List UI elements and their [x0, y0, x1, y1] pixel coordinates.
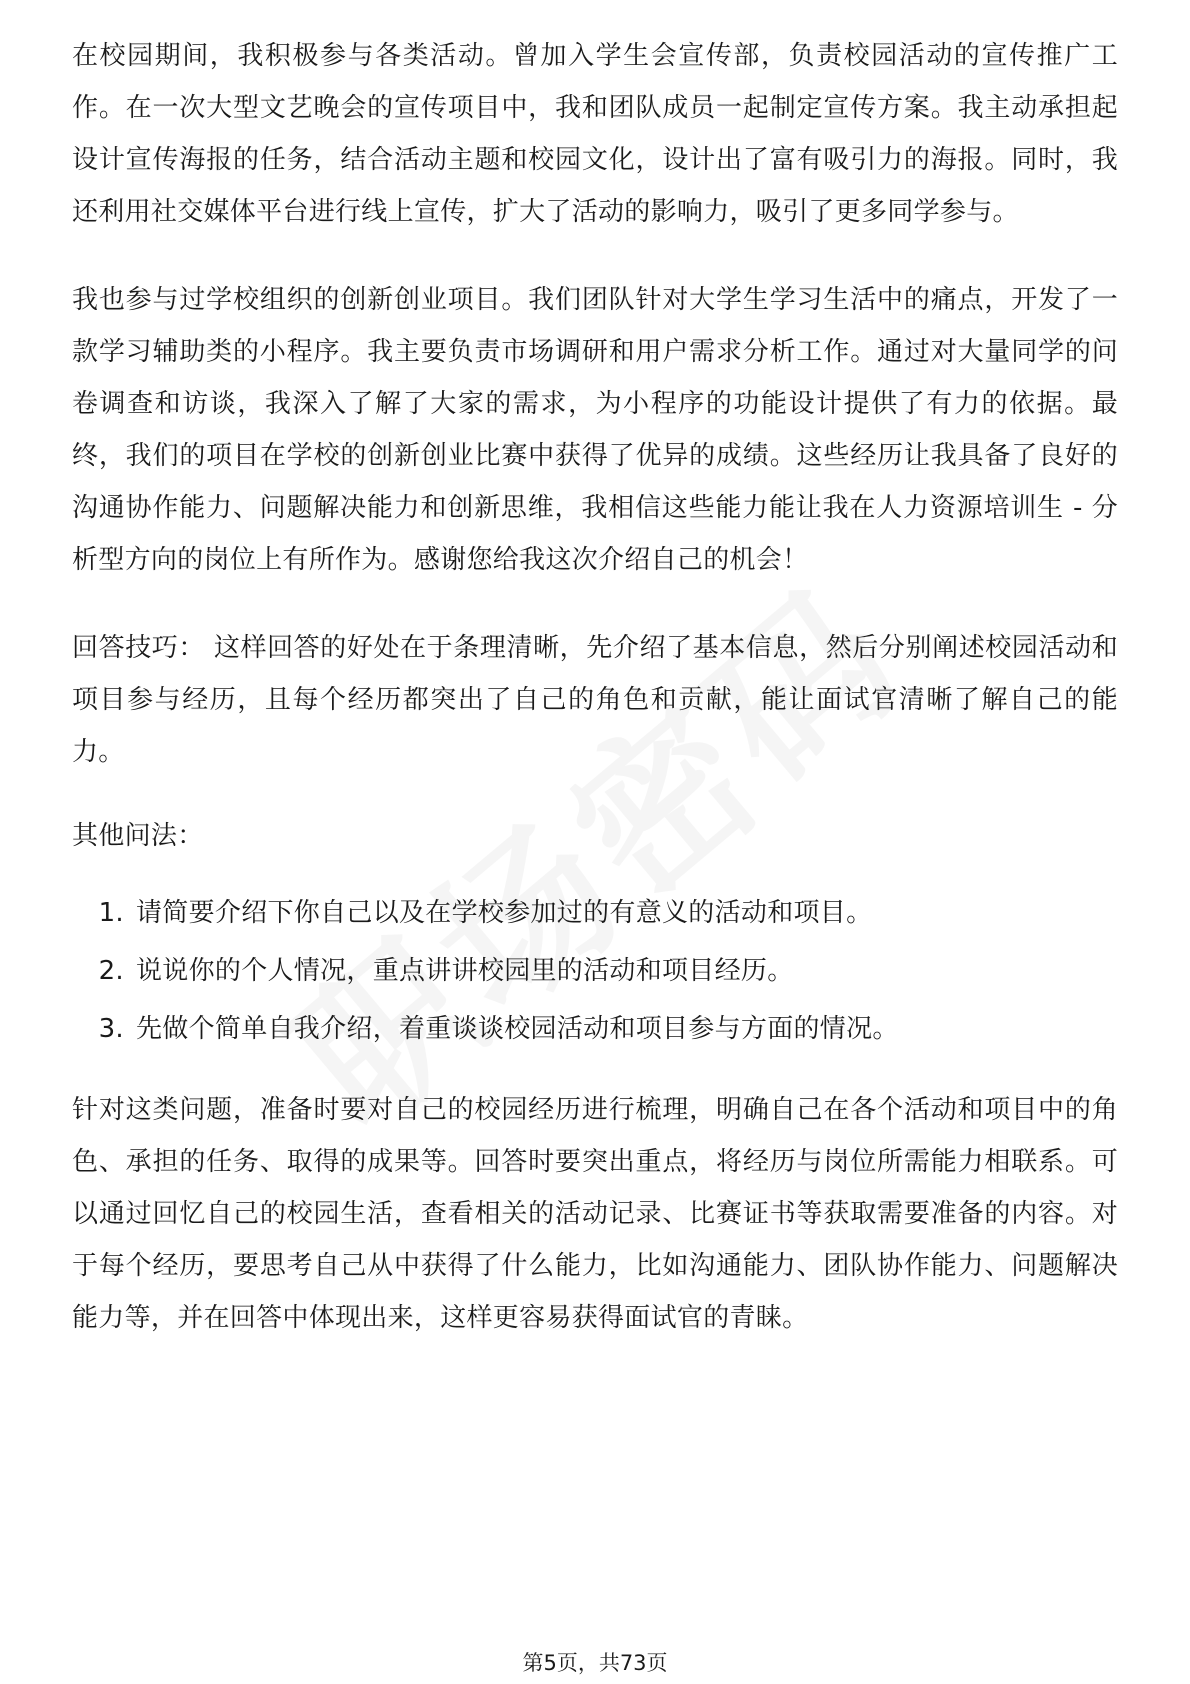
list-item-number: 1.	[98, 898, 124, 928]
list-item	[72, 894, 1118, 932]
paragraph-innovation-project: 我也参与过学校组织的创新创业项目。我们团队针对大学生学习生活中的痛点，开发了一款学习辅助类的小程序。我主要负责市场调研和用户需求分析工作。通过对大量同学的问卷调查和访谈，我深入了解了大家的需求，为小程序的功能设计提供了有力的依据。最终，我们的项目在学校的创新创业比赛中获得了优异的成绩。这些经历让我具备了良好的沟通协作能力、问题解决能力和创新思维，我相信这些能力能让我在人力资源培训生 - 分析型方向的岗位上有所作为。感谢您给我这次介绍自己的机会！	[72, 285, 1118, 575]
other-questions-heading: 其他问法：	[72, 821, 204, 851]
list-item-text: 说说你的个人情况，重点讲讲校园里的活动和项目经历。	[136, 956, 794, 986]
paragraph-campus-activities: 在校园期间，我积极参与各类活动。曾加入学生会宣传部，负责校园活动的宣传推广工作。在一次大型文艺晚会的宣传项目中，我和团队成员一起制定宣传方案。我主动承担起设计宣传海报的任务，结合活动主题和校园文化，设计出了富有吸引力的海报。同时，我还利用社交媒体平台进行线上宣传，扩大了活动的影响力，吸引了更多同学参与。	[72, 41, 1118, 227]
list-item-text: 请简要介绍下你自己以及在学校参加过的有意义的活动和项目。	[136, 898, 873, 928]
list-item	[72, 952, 1118, 990]
page-number: 第5页，共73页	[522, 1651, 668, 1675]
list-item-text: 先做个简单自我介绍，着重谈谈校园活动和项目参与方面的情况。	[136, 1014, 899, 1044]
other-questions-list	[72, 894, 1118, 1048]
paragraph-preparation-advice: 针对这类问题，准备时要对自己的校园经历进行梳理，明确自己在各个活动和项目中的角色、承担的任务、取得的成果等。回答时要突出重点，将经历与岗位所需能力相联系。可以通过回忆自己的校园生活，查看相关的活动记录、比赛证书等获取需要准备的内容。对于每个经历，要思考自己从中获得了什么能力，比如沟通能力、团队协作能力、问题解决能力等，并在回答中体现出来，这样更容易获得面试官的青睐。	[72, 1095, 1118, 1333]
paragraph-answer-tip: 回答技巧： 这样回答的好处在于条理清晰，先介绍了基本信息，然后分别阐述校园活动和项目参与经历，且每个经历都突出了自己的角色和贡献，能让面试官清晰了解自己的能力。	[72, 633, 1118, 767]
list-item-number: 2.	[98, 956, 124, 986]
list-item-number: 3.	[98, 1014, 124, 1044]
document-page	[72, 30, 1118, 1344]
list-item	[72, 1010, 1118, 1048]
